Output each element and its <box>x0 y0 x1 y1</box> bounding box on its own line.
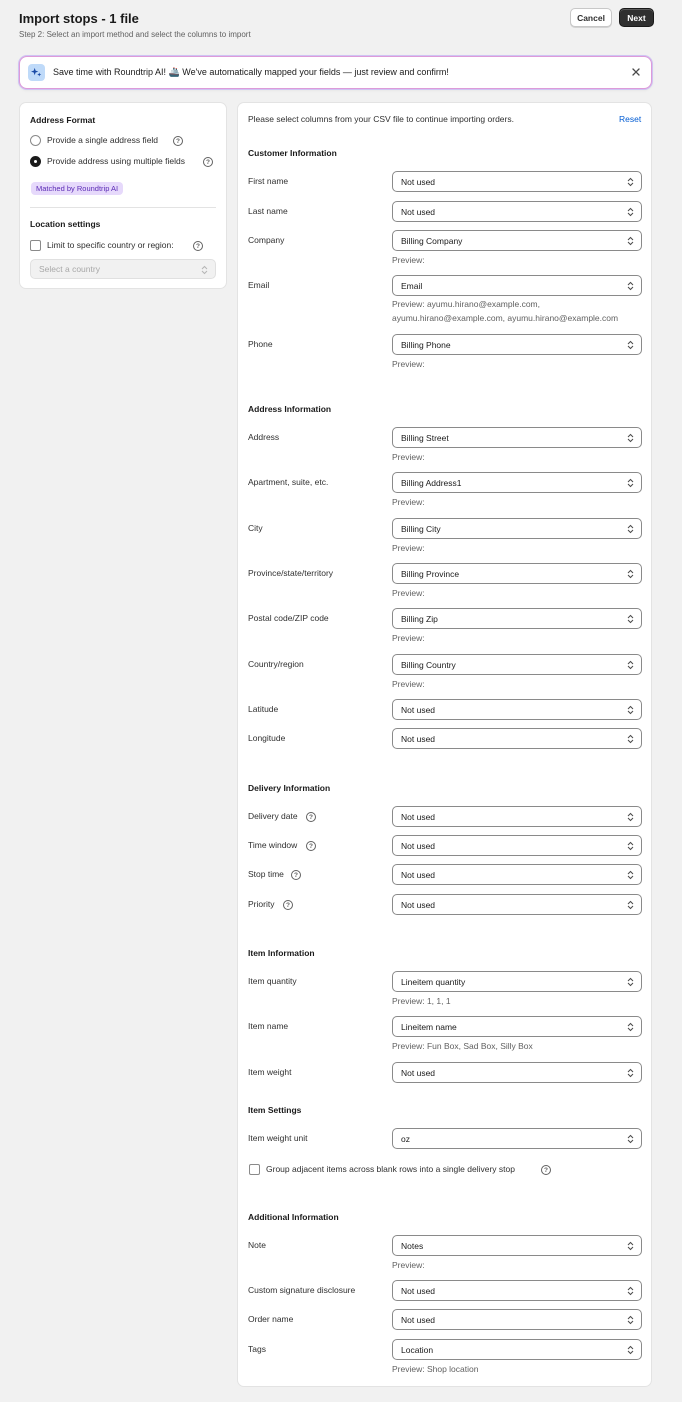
item-name-preview: Preview: Fun Box, Sad Box, Silly Box <box>392 1041 533 1051</box>
select-chevron-icon <box>627 900 634 910</box>
item-weight-unit-select-value: oz <box>401 1133 410 1144</box>
section-additional-title: Additional Information <box>248 1212 339 1222</box>
first-name-select[interactable] <box>392 171 642 192</box>
next-button[interactable]: Next <box>619 8 654 27</box>
group-items-checkbox[interactable] <box>249 1164 260 1175</box>
select-chevron-icon <box>627 1068 634 1078</box>
province-select[interactable] <box>392 563 642 584</box>
select-chevron-icon <box>627 1241 634 1251</box>
field-item-quantity-label: Item quantity <box>248 976 297 986</box>
field-province-label: Province/state/territory <box>248 568 334 578</box>
field-postal-label: Postal code/ZIP code <box>248 613 329 623</box>
field-country-label: Country/region <box>248 659 304 669</box>
select-chevron-icon <box>627 734 634 744</box>
field-order-name-label: Order name <box>248 1314 294 1324</box>
help-circle-icon[interactable]: ? <box>193 241 203 251</box>
ai-matched-badge: Matched by Roundtrip AI <box>31 182 123 195</box>
select-chevron-icon <box>627 614 634 624</box>
page-title: Import stops - 1 file <box>19 11 139 26</box>
field-time-window-label: Time window <box>248 840 298 850</box>
limit-country-checkbox[interactable] <box>30 240 41 251</box>
close-icon[interactable] <box>631 67 641 77</box>
field-last-name-label: Last name <box>248 206 288 216</box>
location-settings-title: Location settings <box>30 219 101 229</box>
delivery-date-select[interactable] <box>392 806 642 827</box>
select-chevron-icon <box>627 569 634 579</box>
last-name-select[interactable] <box>392 201 642 222</box>
address-preview: Preview: <box>392 452 425 462</box>
item-weight-unit-select[interactable] <box>392 1128 642 1149</box>
signature-select-value: Not used <box>401 1285 436 1296</box>
phone-select-value: Billing Phone <box>401 339 451 350</box>
longitude-select[interactable] <box>392 728 642 749</box>
reset-link[interactable]: Reset <box>619 114 642 124</box>
field-signature-label: Custom signature disclosure <box>248 1285 356 1295</box>
stop-time-select-value: Not used <box>401 869 436 880</box>
note-preview: Preview: <box>392 1260 425 1270</box>
field-priority-label: Priority <box>248 899 275 909</box>
field-tags-label: Tags <box>248 1344 266 1354</box>
item-weight-select[interactable] <box>392 1062 642 1083</box>
help-circle-icon[interactable]: ? <box>291 870 301 880</box>
select-chevron-icon <box>627 340 634 350</box>
select-chevron-icon <box>627 870 634 880</box>
delivery-date-select-value: Not used <box>401 811 436 822</box>
select-chevron-icon <box>627 1345 634 1355</box>
country-preview: Preview: <box>392 679 425 689</box>
email-select[interactable] <box>392 275 642 296</box>
help-circle-icon[interactable]: ? <box>203 157 213 167</box>
field-delivery-date-label: Delivery date <box>248 811 298 821</box>
signature-select[interactable] <box>392 1280 642 1301</box>
select-chevron-icon <box>627 1134 634 1144</box>
field-latitude-label: Latitude <box>248 704 279 714</box>
help-circle-icon[interactable]: ? <box>306 841 316 851</box>
field-longitude-label: Longitude <box>248 733 286 743</box>
country-column-select-value: Billing Country <box>401 659 456 670</box>
note-select[interactable] <box>392 1235 642 1256</box>
apartment-preview: Preview: <box>392 497 425 507</box>
postal-preview: Preview: <box>392 633 425 643</box>
cancel-button[interactable]: Cancel <box>570 8 612 27</box>
time-window-select[interactable] <box>392 835 642 856</box>
select-chevron-icon <box>627 433 634 443</box>
item-name-select[interactable] <box>392 1016 642 1037</box>
email-select-value: Email <box>401 280 423 291</box>
phone-select[interactable] <box>392 334 642 355</box>
item-quantity-select-value: Lineitem quantity <box>401 976 466 987</box>
latitude-select-value: Not used <box>401 704 436 715</box>
tags-select-value: Location <box>401 1344 434 1355</box>
tags-preview: Preview: Shop location <box>392 1364 479 1374</box>
country-column-select[interactable] <box>392 654 642 675</box>
section-address-title: Address Information <box>248 404 332 414</box>
mapping-intro: Please select columns from your CSV file to continue importing orders. <box>248 114 514 124</box>
last-name-select-value: Not used <box>401 206 436 217</box>
postal-select-value: Billing Zip <box>401 613 438 624</box>
select-chevron-icon <box>627 841 634 851</box>
help-circle-icon[interactable]: ? <box>283 900 293 910</box>
section-customer-title: Customer Information <box>248 148 337 158</box>
select-chevron-icon <box>627 705 634 715</box>
section-delivery-title: Delivery Information <box>248 783 331 793</box>
apartment-select[interactable] <box>392 472 642 493</box>
priority-select[interactable] <box>392 894 642 915</box>
longitude-select-value: Not used <box>401 733 436 744</box>
time-window-select-value: Not used <box>401 840 436 851</box>
tags-select[interactable] <box>392 1339 642 1360</box>
help-circle-icon[interactable]: ? <box>306 812 316 822</box>
field-stop-time-label: Stop time <box>248 869 284 879</box>
country-select <box>30 259 216 279</box>
order-name-select[interactable] <box>392 1309 642 1330</box>
company-select-value: Billing Company <box>401 235 463 246</box>
item-weight-select-value: Not used <box>401 1067 436 1078</box>
select-chevron-icon <box>627 236 634 246</box>
field-city-label: City <box>248 523 263 533</box>
company-preview: Preview: <box>392 255 425 265</box>
radio-multiple-address[interactable] <box>30 156 41 167</box>
item-quantity-select[interactable] <box>392 971 642 992</box>
email-preview: Preview: ayumu.hirano@example.com, ayumu.hirano@example.com, ayumu.hirano@example.com <box>392 299 619 323</box>
field-phone-label: Phone <box>248 339 273 349</box>
city-select[interactable] <box>392 518 642 539</box>
select-chevron-icon <box>627 177 634 187</box>
order-name-select-value: Not used <box>401 1314 436 1325</box>
help-circle-icon[interactable]: ? <box>541 1165 551 1175</box>
column-mapping-card <box>237 102 652 1387</box>
city-preview: Preview: <box>392 543 425 553</box>
field-company-label: Company <box>248 235 285 245</box>
field-first-name-label: First name <box>248 176 289 186</box>
address-format-card <box>19 102 227 289</box>
field-apartment-label: Apartment, suite, etc. <box>248 477 329 487</box>
item-quantity-preview: Preview: 1, 1, 1 <box>392 996 451 1006</box>
phone-preview: Preview: <box>392 359 425 369</box>
page-header <box>19 10 663 42</box>
company-select[interactable] <box>392 230 642 251</box>
field-item-weight-unit-label: Item weight unit <box>248 1133 308 1143</box>
option-multiple-label[interactable]: Provide address using multiple fields <box>47 156 185 166</box>
section-item-settings-title: Item Settings <box>248 1105 302 1115</box>
select-chevron-icon <box>627 281 634 291</box>
select-chevron-icon <box>627 207 634 217</box>
select-chevron-icon <box>627 977 634 987</box>
group-items-label[interactable]: Group adjacent items across blank rows into a single delivery stop <box>266 1164 515 1174</box>
divider <box>30 207 216 208</box>
field-note-label: Note <box>248 1240 266 1250</box>
note-select-value: Notes <box>401 1240 424 1251</box>
province-select-value: Billing Province <box>401 568 460 579</box>
ai-banner <box>19 56 652 89</box>
select-chevron-icon <box>627 812 634 822</box>
address-format-title: Address Format <box>30 115 96 125</box>
stop-time-select[interactable] <box>392 864 642 885</box>
item-name-select-value: Lineitem name <box>401 1021 457 1032</box>
latitude-select[interactable] <box>392 699 642 720</box>
select-chevron-icon <box>627 1022 634 1032</box>
section-item-title: Item Information <box>248 948 315 958</box>
select-chevron-icon <box>627 660 634 670</box>
select-chevron-icon <box>627 1315 634 1325</box>
banner-message: Save time with Roundtrip AI! 🚢 We've automatically mapped your fields — just review and confirm! <box>53 67 449 77</box>
help-circle-icon[interactable]: ? <box>173 136 183 146</box>
option-single-label[interactable]: Provide a single address field <box>47 135 159 145</box>
select-chevron-icon <box>627 524 634 534</box>
field-item-weight-label: Item weight <box>248 1067 292 1077</box>
select-chevron-icon <box>627 1286 634 1296</box>
field-item-name-label: Item name <box>248 1021 289 1031</box>
page-subtitle: Step 2: Select an import method and select the columns to import <box>19 30 251 39</box>
sparkle-icon <box>28 64 45 81</box>
field-address-label: Address <box>248 432 280 442</box>
apartment-select-value: Billing Address1 <box>401 477 462 488</box>
radio-single-address[interactable] <box>30 135 41 146</box>
address-select-value: Billing Street <box>401 432 449 443</box>
address-select[interactable] <box>392 427 642 448</box>
province-preview: Preview: <box>392 588 425 598</box>
limit-country-label[interactable]: Limit to specific country or region: <box>47 240 174 250</box>
city-select-value: Billing City <box>401 523 441 534</box>
field-email-label: Email <box>248 280 270 290</box>
country-select-placeholder: Select a country <box>39 264 100 274</box>
select-chevron-icon <box>201 265 208 275</box>
priority-select-value: Not used <box>401 899 436 910</box>
first-name-select-value: Not used <box>401 176 436 187</box>
postal-select[interactable] <box>392 608 642 629</box>
select-chevron-icon <box>627 478 634 488</box>
